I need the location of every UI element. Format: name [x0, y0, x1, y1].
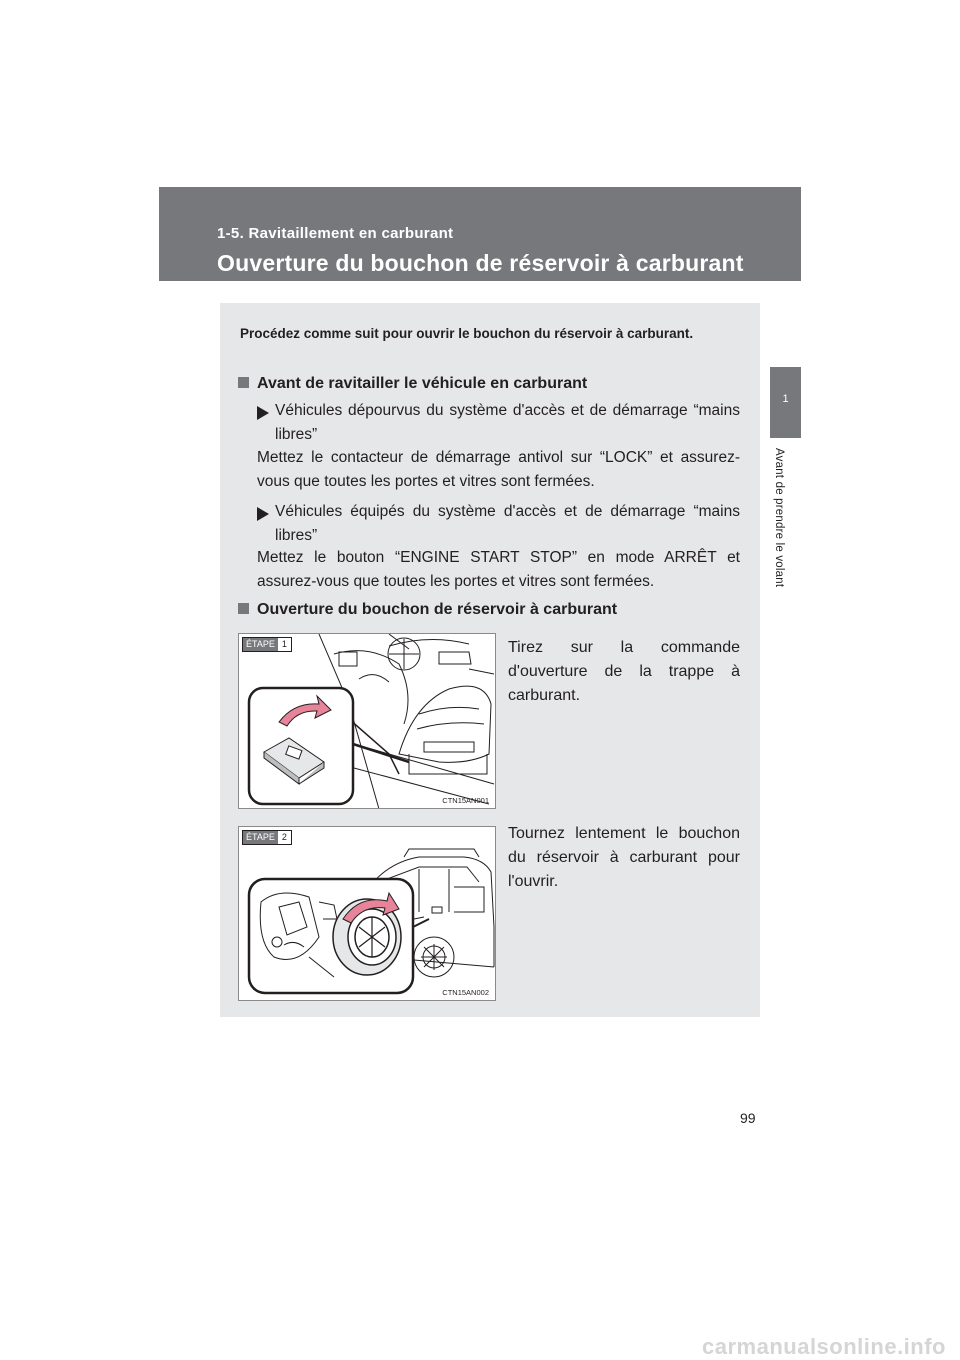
intro-text: Procédez comme suit pour ouvrir le bouchon du réservoir à carburant. — [240, 326, 694, 341]
instruction-text: Mettez le contacteur de démarrage antivol sur “LOCK” et assurez-vous que toutes les portes et vitres sont fermées. — [257, 449, 740, 490]
chapter-title: Avant de prendre le volant — [773, 448, 785, 588]
triangle-bullet-icon — [257, 507, 269, 521]
section-label: 1-5. Ravitaillement en carburant — [217, 225, 454, 242]
step-1-text: Tirez sur la commande d'ouverture de la trappe à carburant. — [508, 639, 740, 704]
fuel-cap-drawing — [239, 827, 495, 1000]
instruction-text: Mettez le bouton “ENGINE START STOP” en mode ARRÊT et assurez-vous que toutes les portes et vitres sont fermées. — [257, 549, 740, 590]
step-1-illustration — [238, 633, 496, 809]
heading-opening-text: Ouverture du bouchon de réservoir à carburant — [257, 601, 618, 618]
triangle-bullet-icon — [257, 406, 269, 420]
seat-lever-drawing — [239, 634, 495, 808]
step-badge-number: 2 — [278, 831, 291, 844]
step-badge-label: ÉTAPE — [243, 831, 278, 844]
step-2-illustration — [238, 826, 496, 1001]
watermark-text: carmanualsonline.info — [702, 1334, 946, 1359]
square-bullet-icon — [238, 603, 249, 614]
square-bullet-icon — [238, 377, 249, 388]
chapter-number: 1 — [782, 393, 789, 405]
figure-code: CTN15AN002 — [442, 988, 489, 997]
chapter-title-vertical — [767, 448, 803, 628]
page-number: 99 — [740, 1110, 756, 1126]
condition-text: Véhicules équipés du système d'accès et de démarrage “mains libres” — [275, 503, 740, 544]
figure-code: CTN15AN001 — [442, 796, 489, 805]
heading-opening — [238, 600, 617, 620]
watermark — [0, 1334, 960, 1358]
chapter-tab — [770, 367, 801, 438]
heading-before-refuel-text: Avant de ravitailler le véhicule en carburant — [257, 375, 588, 392]
condition-row — [257, 500, 740, 548]
condition-text: Véhicules dépourvus du système d'accès et de démarrage “mains libres” — [275, 402, 740, 443]
step-badge — [242, 830, 292, 845]
step-badge-label: ÉTAPE — [243, 638, 278, 651]
condition-row — [257, 399, 740, 447]
page-title: Ouverture du bouchon de réservoir à carburant — [217, 250, 744, 276]
heading-before-refuel — [238, 374, 587, 394]
step-2-text: Tournez lentement le bouchon du réservoir à carburant pour l'ouvrir. — [508, 825, 740, 890]
step-badge — [242, 637, 292, 652]
step-badge-number: 1 — [278, 638, 291, 651]
